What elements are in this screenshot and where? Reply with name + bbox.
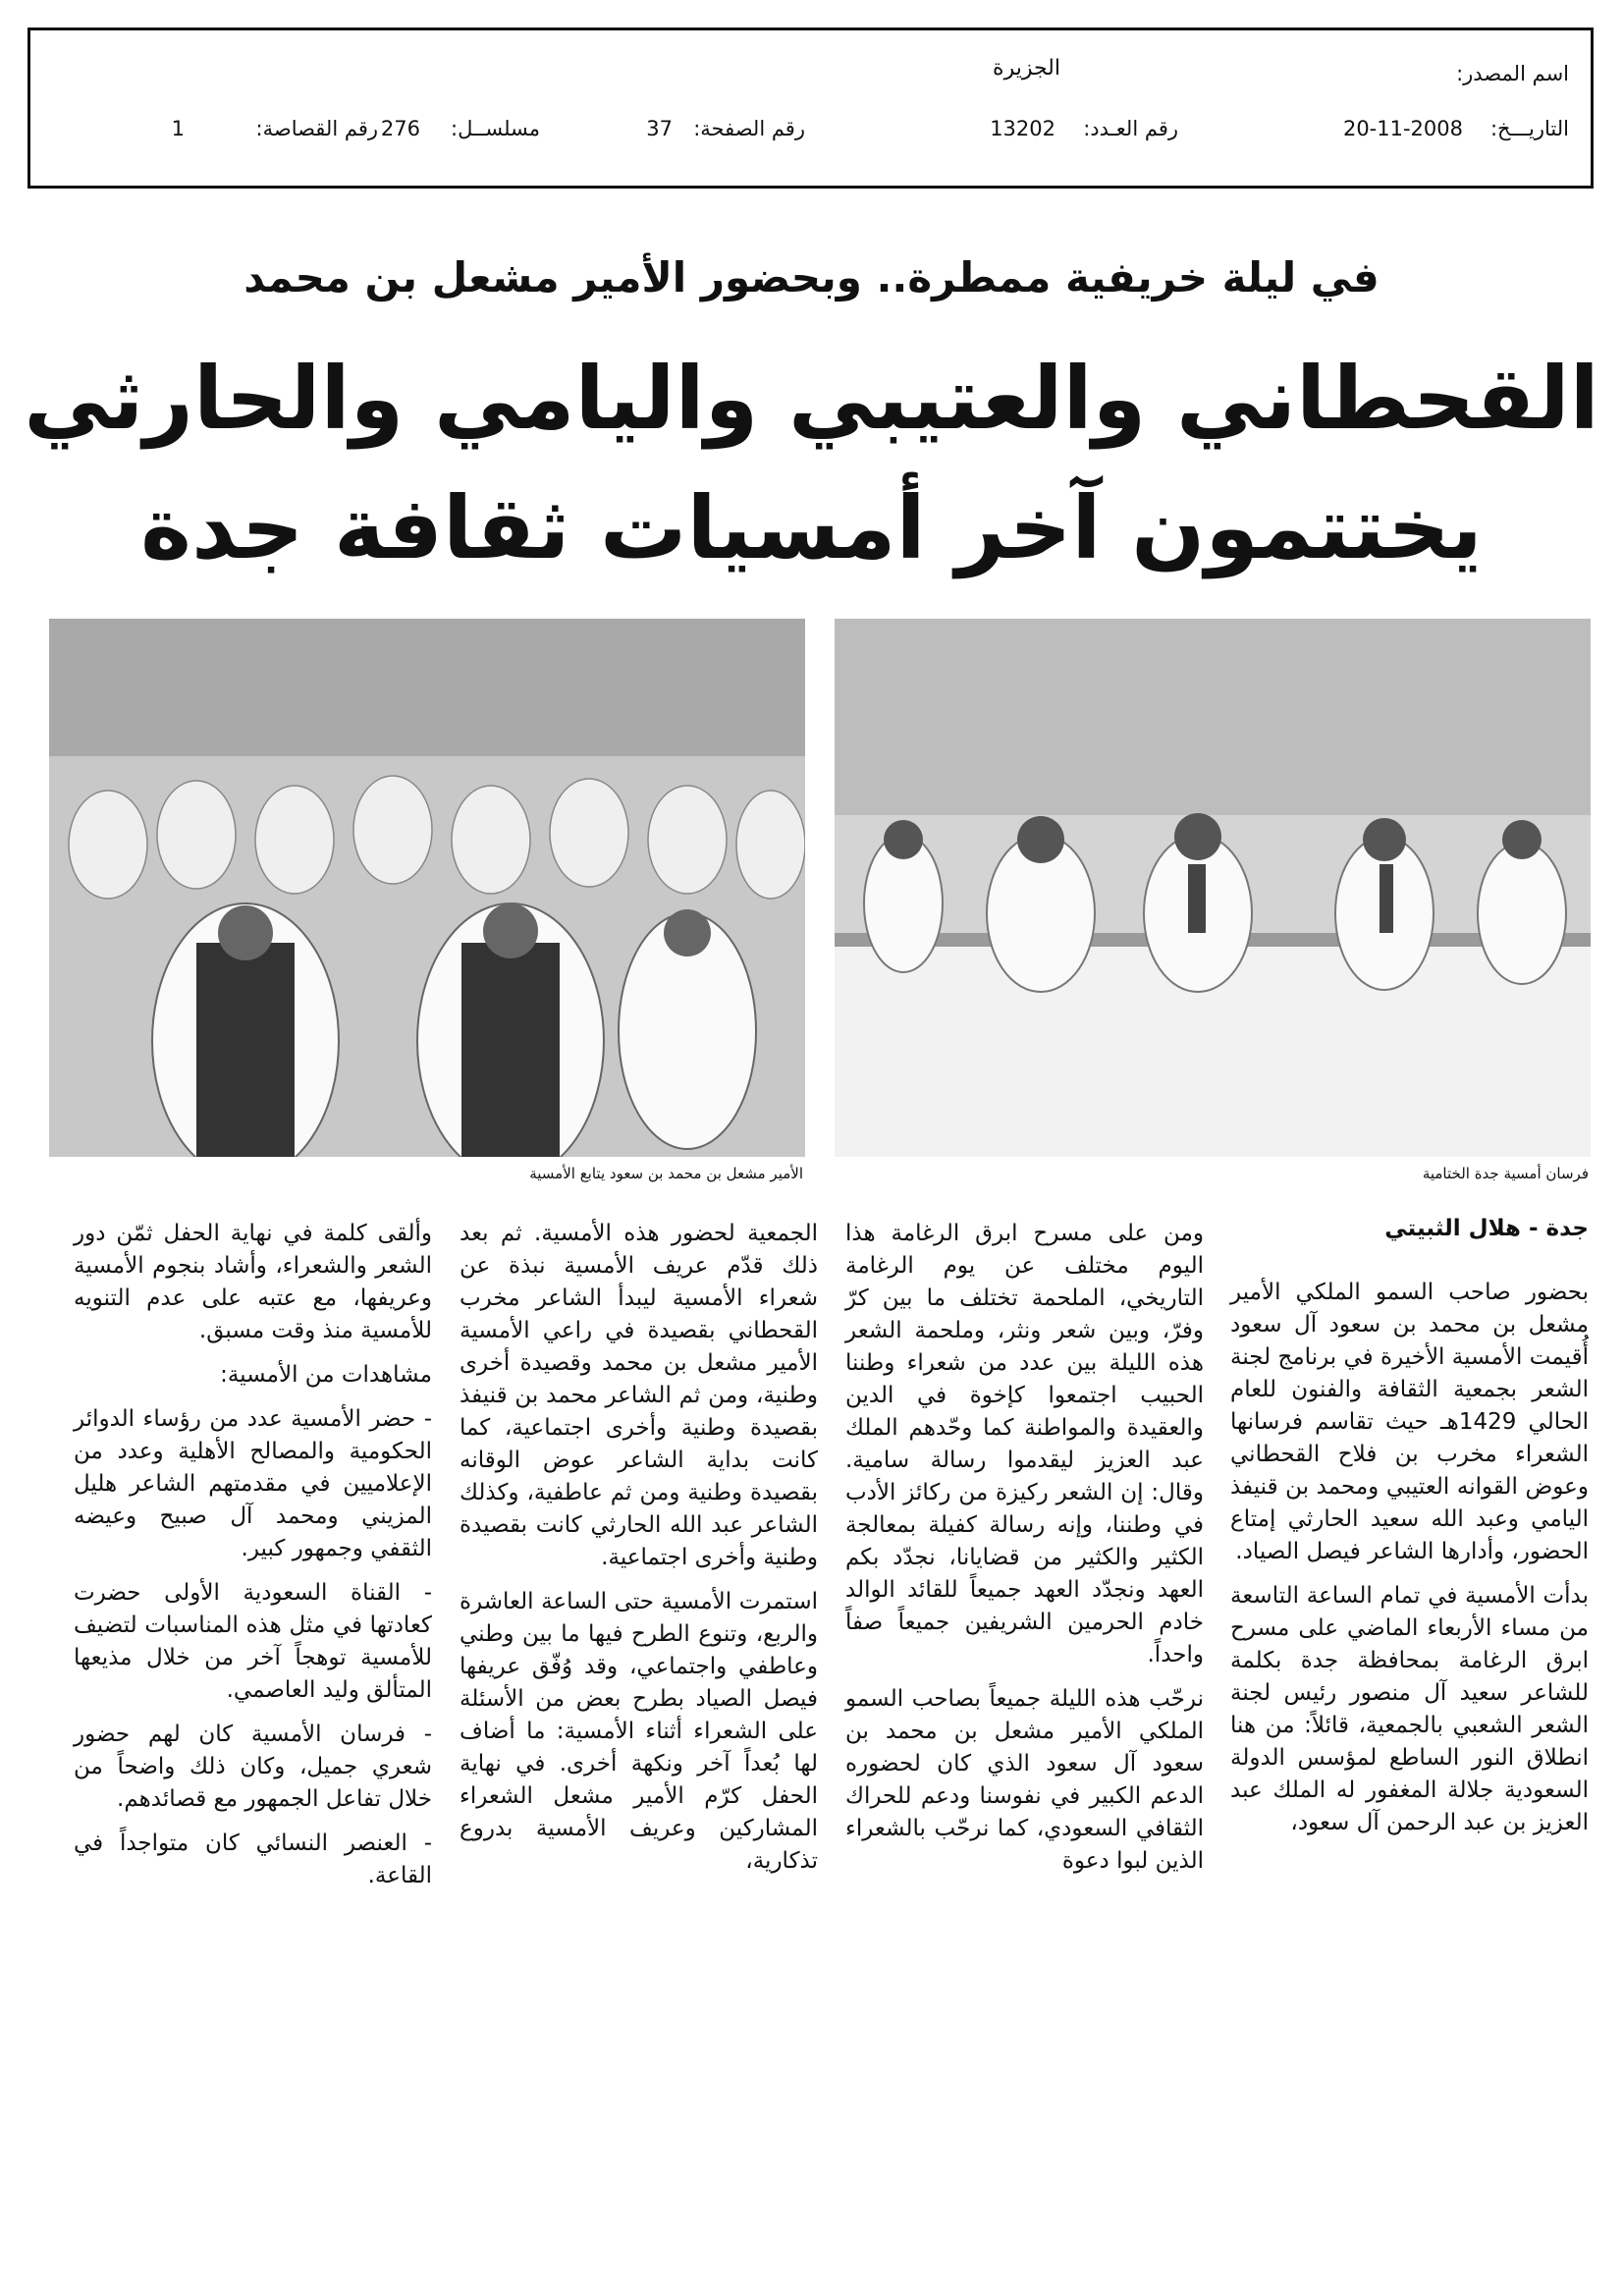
issue-label: رقم العـدد:	[1083, 117, 1178, 140]
page-value: 37	[646, 117, 673, 140]
paragraph: وألقى كلمة في نهاية الحفل ثمّن دور الشعر والشعراء، وأشاد بنجوم الأمسية وعريفها، مع عتبه على عدم التنويه للأمسية منذ وقت مسبق.	[74, 1221, 432, 1343]
paragraph: بدأت الأمسية في تمام الساعة التاسعة من مساء الأربعاء الماضي على مسرح ابرق الرغامة بمحافظة جدة بكلمة للشاعر سعيد آل منصور رئيس لجنة الشعر الشعبي بالجمعية، قائلاً: من هنا انطلاق النور الساطع لمؤسس الدولة السعودية جلالة المغفور له الملك عبد العزيز بن عبد الرحمن آل سعود،	[1230, 1583, 1589, 1835]
paragraph: - حضر الأمسية عدد من رؤساء الدوائر الحكومية والمصالح الأهلية وعدد من الإعلاميين في مقدمتهم الشاعر هليل المزيني ومحمد آل صبيح وعيضه الثقفي وجمهور كبير.	[74, 1406, 432, 1561]
issue-value: 13202	[990, 117, 1055, 140]
paragraph: - العنصر النسائي كان متواجداً في القاعة.	[74, 1831, 432, 1888]
article-column-1	[1230, 1277, 1589, 1851]
photo-left-caption: الأمير مشعل بن محمد بن سعود يتابع الأمسية	[529, 1165, 803, 1182]
article-kicker: في ليلة خريفية ممطرة.. وبحضور الأمير مشعل بن محمد	[243, 253, 1380, 301]
article-column-2	[845, 1218, 1204, 1889]
byline: جدة - هلال الثبيتي	[1384, 1216, 1589, 1241]
article-column-3	[460, 1218, 818, 1889]
headline-line-2: يختتمون آخر أمسيات ثقافة جدة	[140, 477, 1483, 578]
photo-prince-audience	[49, 619, 805, 1157]
serial-label: مسلســل:	[451, 117, 540, 140]
clipping-meta-row	[30, 117, 1591, 148]
clip-label: رقم القصاصة:	[255, 117, 378, 140]
serial-value: 276	[380, 117, 420, 140]
source-name: الجزيرة	[993, 56, 1060, 81]
photo-right-caption: فرسان أمسية جدة الختامية	[1422, 1165, 1589, 1182]
paragraph: نرحّب هذه الليلة جميعاً بصاحب السمو الملكي الأمير مشعل بن محمد بن سعود آل سعود الذي كان لحضوره الدعم الكبير في نفوسنا ودعم للحراك الثقافي السعودي، كما نرحّب بالشعراء الذين لبوا دعوة	[845, 1686, 1204, 1874]
date-value: 20-11-2008	[1342, 117, 1463, 140]
clipping-header	[27, 27, 1594, 189]
date-label: التاريـــخ:	[1489, 117, 1569, 140]
paragraph: استمرت الأمسية حتى الساعة العاشرة والربع، وتنوع الطرح فيها ما بين وطني وعاطفي واجتماعي، وقد وُفّق عريفها فيصل الصياد بطرح بعض من الأسئلة على الشعراء أثناء الأمسية: ما أضاف لها بُعداً آخر ونكهة أخرى. في نهاية الحفل كرّم الأمير مشعل الشعراء المشاركين وعريف الأمسية بدروع تذكارية،	[460, 1589, 818, 1874]
paragraph: - فرسان الأمسية كان لهم حضور شعري جميل، وكان ذلك واضحاً من خلال تفاعل الجمهور مع قصائدهم.	[74, 1722, 432, 1812]
article-column-4	[74, 1218, 432, 1904]
source-label: اسم المصدر:	[1456, 62, 1569, 85]
photo-poets-panel	[835, 619, 1591, 1157]
paragraph: - القناة السعودية الأولى حضرت كعادتها في مثل هذه المناسبات لتضيف للأمسية توهجاً آخر من خلال مذيعها المتألق وليد العاصمي.	[74, 1580, 432, 1703]
paragraph: ومن على مسرح ابرق الرغامة هذا اليوم مختلف عن يوم الرغامة التاريخي، الملحمة تختلف ما بين كرّ وفرّ، وبين شعر ونثر، وملحمة الشعر هذه الليلة بين عدد من شعراء وطننا الحبيب اجتمعوا كإخوة في الدين والعقيدة والمواطنة كما وحّدهم الملك عبد العزيز ليقدموا رسالة سامية. وقال: إن الشعر ركيزة من ركائز الأدب في وطننا، وإنه رسالة كفيلة بمعالجة الكثير والكثير من قضايانا، نجدّد بكم العهد ونجدّد العهد جميعاً للقائد الوالد خادم الحرمين الشريفين جميعاً صفاً واحداً.	[845, 1221, 1204, 1667]
section-subheading: مشاهدات من الأمسية:	[220, 1362, 432, 1388]
page-label: رقم الصفحة:	[693, 117, 805, 140]
headline-line-1: القحطاني والعتيبي واليامي والحارثي	[24, 348, 1599, 449]
clip-value: 1	[171, 117, 185, 140]
paragraph: الجمعية لحضور هذه الأمسية. ثم بعد ذلك قدّم عريف الأمسية نبذة عن شعراء الأمسية ليبدأ الشاعر مخرب القحطاني بقصيدة في راعي الأمسية الأمير مشعل بن محمد وقصيدة أخرى وطنية، ومن ثم الشاعر محمد بن قنيفذ بقصيدة وطنية وأخرى اجتماعية، كما كانت بداية الشاعر عوض الوقانه بقصيدة وطنية ومن ثم عاطفية، وكذلك الشاعر عبد الله الحارثي كانت بقصيدة وطنية وأخرى اجتماعية.	[460, 1221, 818, 1570]
paragraph: بحضور صاحب السمو الملكي الأمير مشعل بن محمد بن سعود آل سعود أُقيمت الأمسية الأخيرة في برنامج لجنة الشعر بجمعية الثقافة والفنون للعام الحالي 1429هـ حيث تقاسم فرسانها الشعراء مخرب بن فلاح القحطاني وعوض القوانه العتيبي ومحمد بن قنيفذ اليامي وعبد الله سعيد الحارثي إمتاع الحضور، وأدارها الشاعر فيصل الصياد.	[1230, 1280, 1589, 1564]
